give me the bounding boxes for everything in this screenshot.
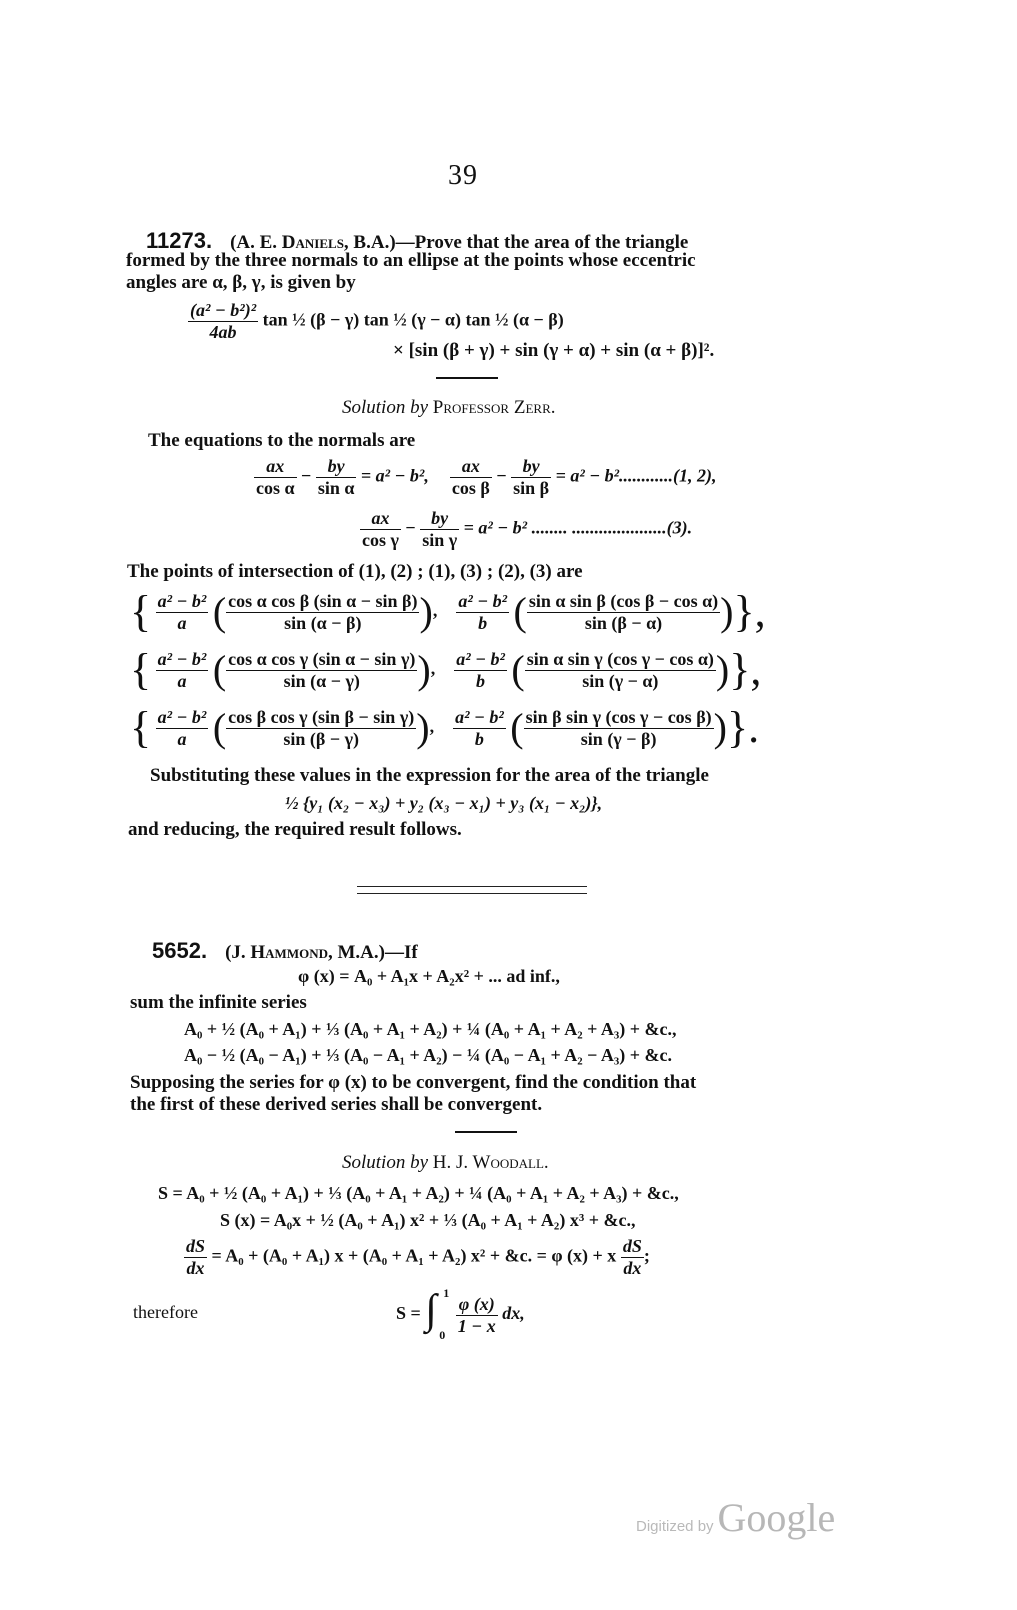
normal-equation-3: $\frac{ax}{\text{cos γ}}$ − $\frac{by}{\text{sin γ}}$ = a² − b² ........ .....................(3). [362,508,693,550]
problem-heading: 5652. (J. Hammond, M.A.)—If [152,938,418,963]
intersection-row-3: { $\frac{\text{a² − b²}}{a}$ ( $\frac{\text{cos β cos γ (sin β − sin γ)}}{\sin (\beta - \gamma)}$ ), $\frac{\text{a² − b²}}{b}$ ( $\frac{\text{sin β sin γ (cos γ − cos β)}}{\sin (\gamma - \beta)}$ )}. [130,703,760,752]
problem-number: 11273. [146,228,213,253]
problem-text-line: —Prove that the area of the triangle [395,232,689,253]
derivative-equation: $\frac{dS}{dx}$ = A₀ + (A₀ + A₁) x + (A₀ + A₁ + A₂) x² + &c. = φ (x) + x $\frac{dS}{dx}$ ; [186,1236,650,1278]
phi-definition: φ (x) = A₀ + A₁x + A₂x² + ... ad inf., [298,966,560,986]
conclusion-text: and reducing, the required result follows. [128,819,462,840]
series-1: A₀ + ½ (A₀ + A₁) + ⅓ (A₀ + A₁ + A₂) + ¼ (A₀ + A₁ + A₂ + A₃) + &c., [184,1019,677,1039]
formula-tan-product: tan ½ (β − γ) tan ½ (γ − α) tan ½ (α − β) [262,309,564,330]
intersection-intro: The points of intersection of (1), (2) ; (1), (3) ; (2), (3) are [127,561,583,582]
problem-text-line: angles are α, β, γ, is given by [126,272,356,293]
formula-fraction: $\frac{\text{(a² − b²)²}}{4ab}$ [190,300,257,342]
section-rule [436,377,498,379]
problem-text-line: formed by the three normals to an ellipse at the points whose eccentric [126,250,696,271]
problem-author: (J. Hammond, M.A.) [225,942,385,963]
therefore-label: therefore [133,1302,198,1322]
substituting-text: Substituting these values in the expression for the area of the triangle [150,765,709,786]
sum-intro: sum the infinite series [130,992,307,1013]
area-formula-line-2: × [sin (β + γ) + sin (γ + α) + sin (α + β)]². [393,340,715,361]
Sx-series: S (x) = A₀x + ½ (A₀ + A₁) x² + ⅓ (A₀ + A₁ + A₂) x³ + &c., [220,1210,636,1230]
page-number: 39 [448,160,478,191]
solution-heading: Solution by Professor Zerr. [342,397,556,418]
intersection-row-2: { $\frac{\text{a² − b²}}{a}$ ( $\frac{\text{cos α cos γ (sin α − sin γ)}}{\sin (\alpha - \gamma)}$ ), $\frac{\text{a² − b²}}{b}$ ( $\frac{\text{sin α sin γ (cos γ − cos α)}}{\sin (\gamma - \alpha)}$ )}, [130,645,762,694]
solution-heading: Solution by H. J. Woodall. [342,1152,549,1173]
area-expression: ½ {y₁ (x₂ − x₃) + y₂ (x₃ − x₁) + y₃ (x₁ − x₂)}, [285,793,603,813]
integral-result: S = ∫ 1 0 $\frac{\varphi (x)}{1 - x}$ dx, [396,1286,525,1342]
section-rule [455,1131,517,1133]
intersection-row-1: { $\frac{\text{a² − b²}}{a}$ ( $\frac{\text{cos α cos β (sin α − sin β)}}{\sin (\alpha - \beta)}$ ), $\frac{\text{a² − b²}}{b}$ ( $\frac{\text{sin α sin β (cos β − cos α)}}{\sin (\beta - \alpha)}$ )}, [130,587,766,636]
problem-separator [357,886,587,894]
supposing-text: the first of these derived series shall be convergent. [130,1094,543,1115]
problem-number: 5652. [152,938,208,963]
google-watermark: Digitized by Google [636,1495,836,1540]
series-2: A₀ − ½ (A₀ − A₁) + ⅓ (A₀ − A₁ + A₂) − ¼ (A₀ − A₁ + A₂ − A₃) + &c. [184,1045,673,1065]
problem-author: (A. E. Daniels, B.A.) [230,232,396,253]
normal-equations-1-2: $\frac{ax}{\text{cos α}}$ − $\frac{by}{\text{sin α}}$ = a² − b², $\frac{ax}{\text{cos β}}$ − $\frac{by}{\text{sin β}}$ = a² − b²............(1, 2), [256,456,717,498]
equations-intro: The equations to the normals are [148,430,416,451]
S-series: S = A₀ + ½ (A₀ + A₁) + ⅓ (A₀ + A₁ + A₂) + ¼ (A₀ + A₁ + A₂ + A₃) + &c., [158,1183,679,1203]
area-formula-line [188,300,564,342]
supposing-text: Supposing the series for φ (x) to be convergent, find the condition that [130,1072,697,1093]
